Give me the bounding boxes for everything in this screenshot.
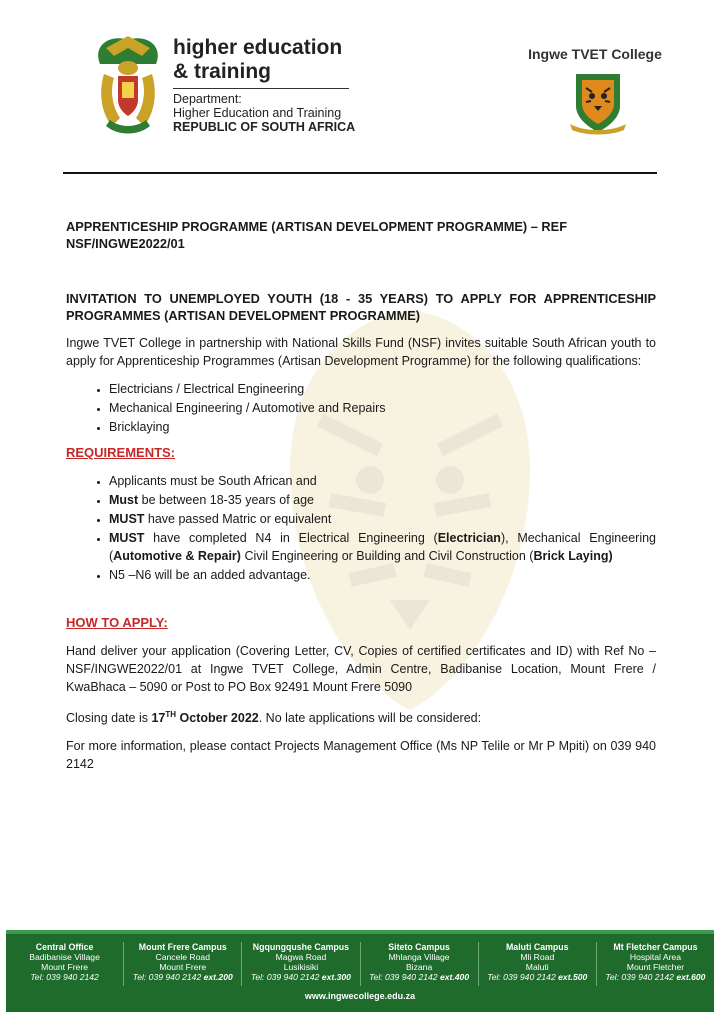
closing-prefix: Closing date is	[66, 711, 152, 726]
emphasis: Electrician	[437, 531, 501, 545]
list-item-text: have completed N4 in Electrical Engineering (	[144, 531, 438, 545]
campus-phone-ext: ext.200	[203, 972, 233, 982]
campus-town: Lusikisiki	[283, 962, 319, 972]
campus-mount-frere	[124, 942, 242, 986]
department-name: Higher Education and Training	[173, 106, 342, 120]
campus-phone	[124, 972, 241, 982]
footer	[6, 930, 714, 1012]
campus-phone-number: Tel: 039 940 2142	[250, 972, 322, 982]
campus-central-office	[6, 942, 124, 986]
apply-paragraph: Hand deliver your application (Covering Letter, CV, Copies of certified certificates and ID) with Ref No –NSF/INGWE2022/01 at Ingwe TVET College, Admin Centre, Badibanise Location, Mount Frere / KwaBhaca – 5090 or Post to PO Box 92491 Mount Frere 5090	[66, 644, 656, 694]
contact-paragraph: For more information, please contact Projects Management Office (Ms NP Telile or Mr P Mpiti) on 039 940 2142	[66, 739, 656, 772]
invitation-title: INVITATION TO UNEMPLOYED YOUTH (18 - 35 YEARS) TO APPLY FOR APPRENTICESHIP PROGRAMMES (ARTISAN DEVELOPMENT PROGRAMME)	[66, 291, 656, 323]
department-subtitle	[173, 92, 355, 134]
campus-phone-number: Tel: 039 940 2142	[487, 972, 559, 982]
list-item: • Applicants must be South African and	[109, 472, 656, 490]
campus-address: Mhlanga Village	[388, 952, 450, 962]
emphasis: Brick Laying)	[533, 549, 613, 563]
list-item	[109, 529, 656, 565]
campus-town: Bizana	[405, 962, 433, 972]
list-item: • Electricians / Electrical Engineering	[109, 380, 656, 398]
campus-name: Siteto Campus	[388, 942, 450, 952]
list-item	[109, 510, 656, 528]
campus-phone-number: Tel: 039 940 2142	[30, 972, 99, 982]
how-to-apply-heading: HOW TO APPLY:	[66, 615, 168, 630]
campus-phone	[361, 972, 478, 982]
campus-name: Mt Fletcher Campus	[613, 942, 698, 952]
document-body	[66, 218, 656, 783]
campus-phone	[479, 972, 596, 982]
intro-paragraph: Ingwe TVET College in partnership with National Skills Fund (NSF) invites suitable South African youth to apply for Apprenticeship Programmes (Artisan Development Programme) for the following qualifications:	[66, 336, 656, 368]
country-name: REPUBLIC OF SOUTH AFRICA	[173, 120, 356, 134]
closing-day: 17	[151, 711, 166, 726]
emphasis: Automotive & Repair)	[113, 549, 241, 563]
campus-town: Mount Frere	[159, 962, 207, 972]
department-title-line1: higher education	[173, 36, 343, 59]
emphasis: MUST	[109, 531, 145, 545]
campus-mt-fletcher	[597, 942, 714, 986]
campus-town: Mount Frere	[41, 962, 88, 972]
campus-phone	[6, 972, 123, 982]
campus-phone	[597, 972, 714, 982]
campus-phone-ext: ext.500	[558, 972, 588, 982]
campus-phone-ext: ext.300	[321, 972, 351, 982]
list-item-text: Civil Engineering or Building and Civil Construction (	[240, 549, 534, 563]
letterhead	[0, 0, 720, 180]
closing-day-suffix: TH	[165, 710, 177, 719]
closing-suffix: . No late applications will be considered:	[258, 711, 482, 726]
campus-address: Magwa Road	[275, 952, 327, 962]
campus-town: Mount Fletcher	[626, 962, 685, 972]
department-title-line2: & training	[173, 60, 271, 83]
requirements-list	[66, 472, 656, 584]
list-item	[109, 491, 656, 509]
list-item: • Bricklaying	[109, 418, 656, 436]
campus-address: Hospital Area	[629, 952, 681, 962]
campus-address: Badibanise Village	[29, 952, 100, 962]
department-divider	[173, 88, 349, 89]
header-divider	[63, 172, 657, 174]
closing-month: October 2022	[176, 711, 259, 726]
campus-list	[6, 942, 714, 986]
campus-address: Cancele Road	[155, 952, 210, 962]
reference-title: APPRENTICESHIP PROGRAMME (ARTISAN DEVELOPMENT PROGRAMME) – REF NSF/INGWE2022/01	[66, 219, 568, 251]
campus-phone-ext: ext.400	[439, 972, 470, 982]
emphasis: MUST	[109, 512, 145, 526]
requirements-heading: REQUIREMENTS:	[66, 445, 176, 460]
website-link[interactable]: www.ingwecollege.edu.za	[304, 991, 416, 1001]
department-title	[173, 36, 342, 84]
list-item: • N5 –N6 will be an added advantage.	[109, 566, 656, 584]
campus-name: Mount Frere Campus	[138, 942, 227, 952]
list-item: • Mechanical Engineering / Automotive and Repairs	[109, 399, 656, 417]
college-crest-icon	[570, 70, 626, 136]
emphasis: Must	[109, 493, 139, 507]
list-item-text: be between 18-35 years of age	[138, 493, 314, 507]
list-item-text: ), Mechanical Engineering (	[109, 531, 657, 563]
campus-phone-number: Tel: 039 940 2142	[605, 972, 677, 982]
campus-phone	[242, 972, 359, 982]
campus-maluti	[479, 942, 597, 986]
campus-name: Ngqungqushe Campus	[252, 942, 350, 952]
campus-ngqungqushe	[242, 942, 360, 986]
campus-address: Mli Road	[520, 952, 555, 962]
campus-name: Maluti Campus	[505, 942, 569, 952]
closing-date-paragraph	[66, 706, 656, 727]
campus-phone-ext: ext.600	[676, 972, 706, 982]
coat-of-arms-icon	[92, 34, 164, 138]
qualifications-list	[66, 380, 656, 436]
footer-stripe	[6, 930, 714, 934]
college-name: Ingwe TVET College	[528, 46, 662, 62]
campus-phone-number: Tel: 039 940 2142	[132, 972, 204, 982]
campus-phone-number: Tel: 039 940 2142	[369, 972, 440, 982]
list-item-text: have passed Matric or equivalent	[144, 512, 332, 526]
campus-name: Central Office	[35, 942, 94, 952]
campus-town: Maluti	[525, 962, 549, 972]
campus-siteto	[361, 942, 479, 986]
department-label: Department:	[173, 92, 242, 106]
